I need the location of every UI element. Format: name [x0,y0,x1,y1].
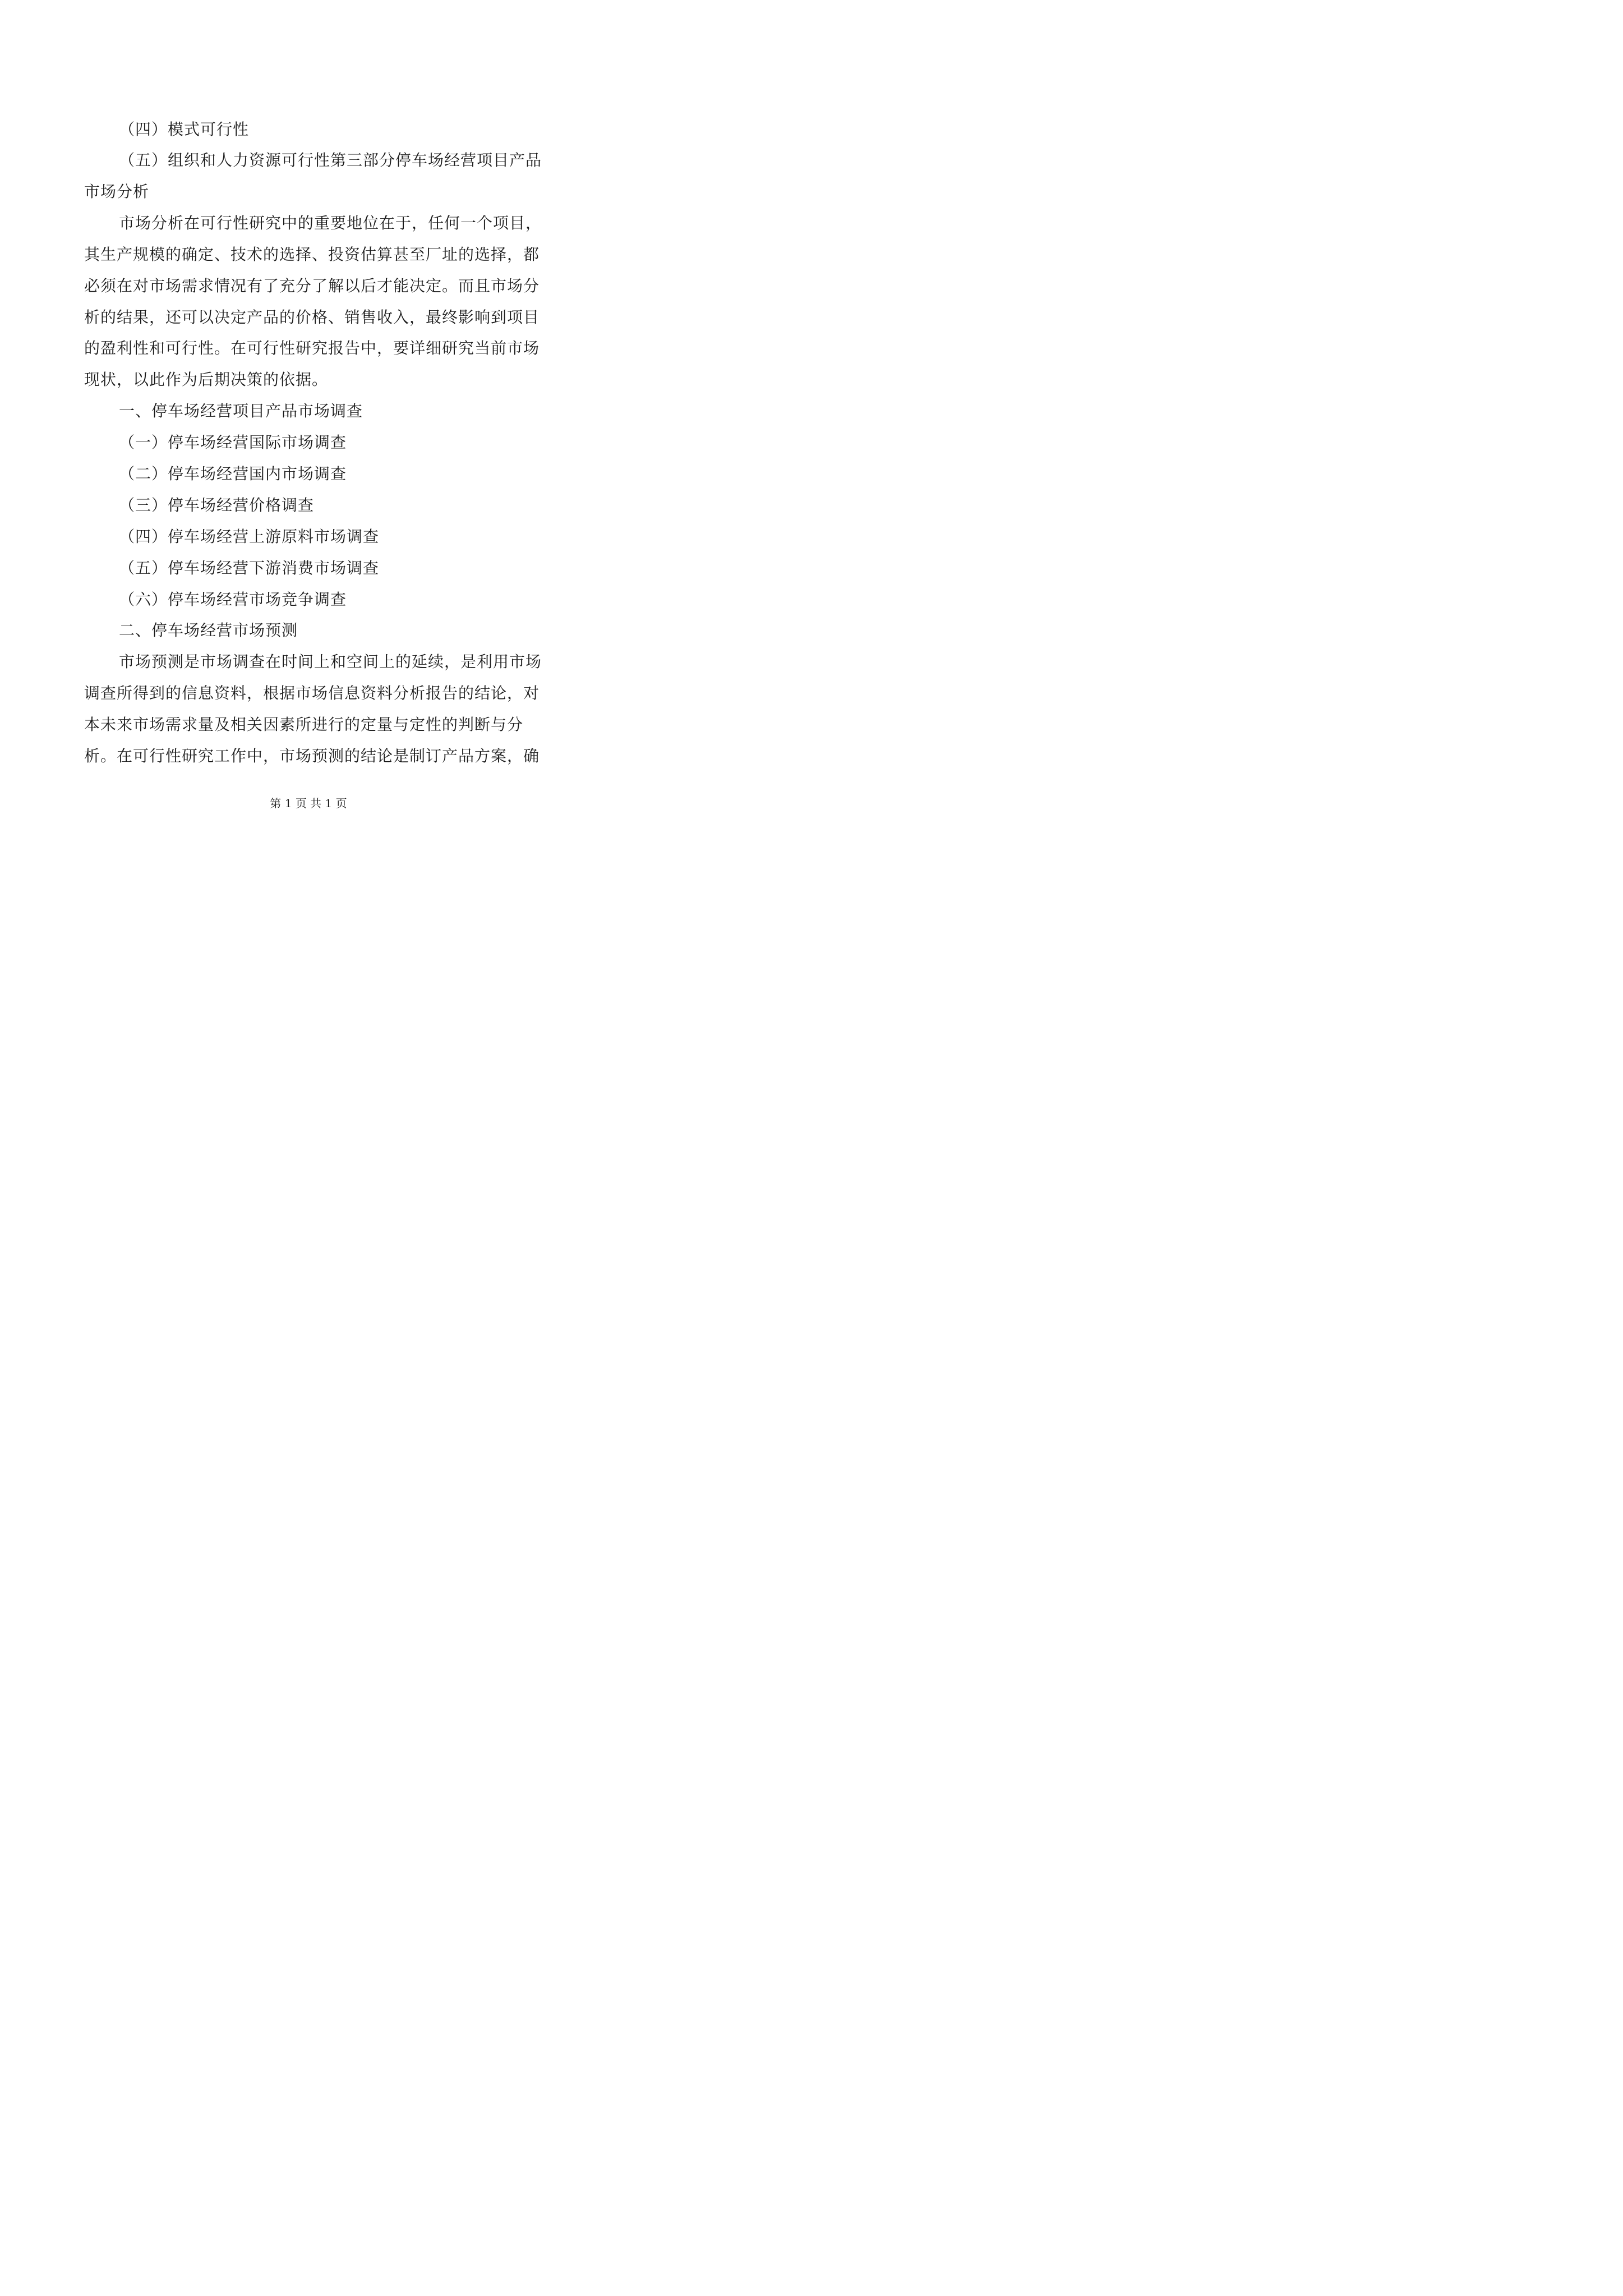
text-line: 调查所得到的信息资料，根据市场信息资料分析报告的结论，对 [84,684,540,702]
subsection-heading: （四）停车场经营上游原料市场调查 [119,527,380,546]
text-line: （五）组织和人力资源可行性第三部分停车场经营项目产品 [119,151,542,169]
text-line: 市场分析 [84,182,150,201]
text-line: 其生产规模的确定、技术的选择、投资估算甚至厂址的选择，都 [84,245,540,264]
subsection-heading: （六）停车场经营市场竞争调查 [119,590,347,609]
text-line: 市场预测是市场调查在时间上和空间上的延续，是利用市场 [119,652,542,671]
subsection-heading: （三）停车场经营价格调查 [119,496,315,514]
text-line: 必须在对市场需求情况有了充分了解以后才能决定。而且市场分 [84,277,540,295]
section-heading: 二、停车场经营市场预测 [119,621,298,639]
subsection-heading: （二）停车场经营国内市场调查 [119,464,347,483]
subsection-heading: （一）停车场经营国际市场调查 [119,433,347,452]
text-line: 的盈利性和可行性。在可行性研究报告中，要详细研究当前市场 [84,339,540,357]
page-footer: 第 1 页 共 1 页 [270,797,347,810]
section-heading: 一、停车场经营项目产品市场调查 [119,402,363,420]
text-line: 现状，以此作为后期决策的依据。 [84,370,329,389]
text-line: 析的结果，还可以决定产品的价格、销售收入，最终影响到项目 [84,308,540,326]
subsection-heading: （五）停车场经营下游消费市场调查 [119,559,380,577]
document-page [0,0,617,873]
text-line: 市场分析在可行性研究中的重要地位在于，任何一个项目， [119,214,542,232]
text-line: （四）模式可行性 [119,120,250,139]
text-line: 析。在可行性研究工作中，市场预测的结论是制订产品方案，确 [84,747,540,765]
text-line: 本未来市场需求量及相关因素所进行的定量与定性的判断与分 [84,715,524,734]
